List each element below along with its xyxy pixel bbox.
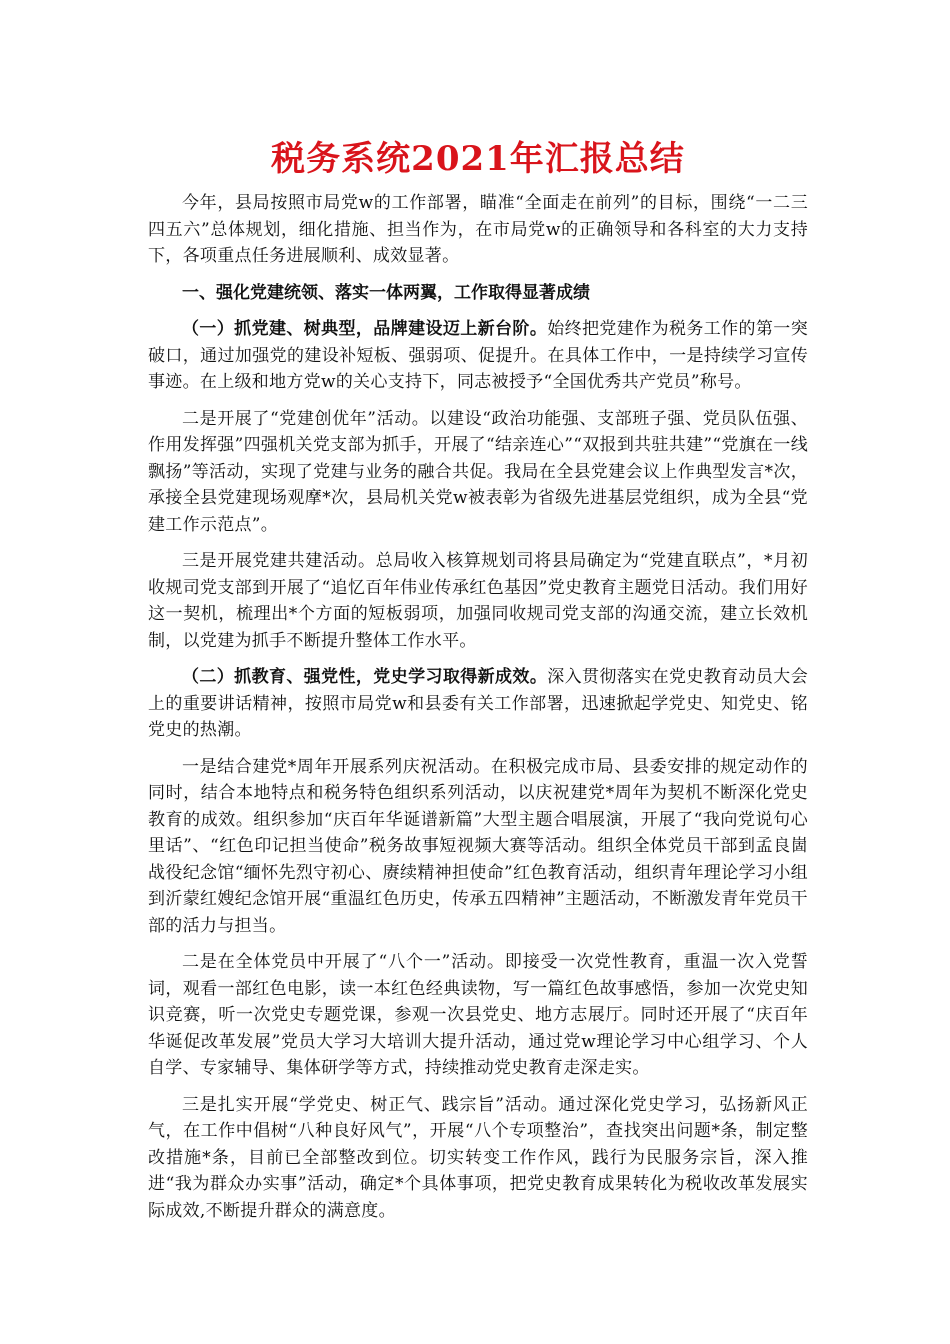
subsection-2-heading: （二）抓教育、强党性，党史学习取得新成效。	[182, 667, 548, 687]
document-page	[148, 136, 808, 1228]
subsection-2-paragraph	[148, 664, 808, 744]
paragraph-party-building-excellence: 二是开展了“党建创优年”活动。以建设“政治功能强、支部班子强、党员队伍强、作用发挥强”四强机关党支部为抓手，开展了“结亲连心”“双报到共驻共建”“党旗在一线飘扬”等活动，实现了党建与业务的融合共促。我局在全县党建会议上作典型发言*次，承接全县党建现场观摩*次，县局机关党w被表彰为省级先进基层党组织，成为全县“党建工作示范点”。	[148, 408, 808, 535]
paragraph-learn-history: 三是扎实开展“学党史、树正气、践宗旨”活动。通过深化党史学习，弘扬新风正气，在工作中倡树“八种良好风气”，开展“八个专项整治”，查找突出问题*条，制定整改措施*条，目前已全部整改到位。切实转变工作作风，践行为民服务宗旨，深入推进“我为群众办实事”活动，确定*个具体事项，把党史教育成果转化为税收改革发展实际成效,不断提升群众的满意度。	[148, 1094, 808, 1221]
intro-paragraph: 今年，县局按照市局党w的工作部署，瞄准“全面走在前列”的目标，围绕“一二三四五六”总体规划，细化措施、担当作为，在市局党w的正确领导和各科室的大力支持下，各项重点任务进展顺利、成效显著。	[148, 193, 808, 266]
document-title: 税务系统2021年汇报总结	[271, 139, 685, 179]
section-1-heading: 一、强化党建统领、落实一体两翼，工作取得显著成绩	[182, 282, 590, 303]
paragraph-celebration-activities: 一是结合建党*周年开展系列庆祝活动。在积极完成市局、县委安排的规定动作的同时，结合本地特点和税务特色组织系列活动，以庆祝建党*周年为契机不断深化党史教育的成效。组织参加“庆百年华诞谱新篇”大型主题合唱展演，开展了“我向党说句心里话”、“红色印记担当使命”税务故事短视频大赛等活动。组织全体党员干部到孟良崮战役纪念馆“缅怀先烈守初心、赓续精神担使命”红色教育活动，组织青年理论学习小组到沂蒙红嫂纪念馆开展“重温红色历史，传承五四精神”主题活动，不断激发青年党员干部的活力与担当。	[148, 756, 808, 936]
subsection-1-paragraph	[148, 316, 808, 396]
paragraph-joint-party-building: 三是开展党建共建活动。总局收入核算规划司将县局确定为“党建直联点”，*月初收规司党支部到开展了“追忆百年伟业传承红色基因”党史教育主题党日活动。我们用好这一契机，梳理出*个方面的短板弱项，加强同收规司党支部的沟通交流，建立长效机制，以党建为抓手不断提升整体工作水平。	[148, 551, 808, 651]
paragraph-eight-ones: 二是在全体党员中开展了“八个一”活动。即接受一次党性教育，重温一次入党誓词，观看一部红色电影，读一本红色经典读物，写一篇红色故事感悟，参加一次党史知识竞赛，听一次党史专题党课，参观一次县党史、地方志展厅。同时还开展了“庆百年华诞促改革发展”党员大学习大培训大提升活动，通过党w理论学习中心组学习、个人自学、专家辅导、集体研学等方式，持续推动党史教育走深走实。	[148, 952, 808, 1078]
subsection-2-body: 深入贯彻落实在党史教育动员大会上的重要讲话精神，按照市局党w和县委有关工作部署，迅速掀起学党史、知党史、铭党史的热潮。	[148, 667, 808, 740]
subsection-1-body: 始终把党建作为税务工作的第一突破口，通过加强党的建设补短板、强弱项、促提升。在具体工作中，一是持续学习宣传事迹。在上级和地方党w的关心支持下，同志被授予“全国优秀共产党员”称号。	[148, 319, 808, 392]
subsection-1-heading: （一）抓党建、树典型，品牌建设迈上新台阶。	[182, 319, 548, 339]
